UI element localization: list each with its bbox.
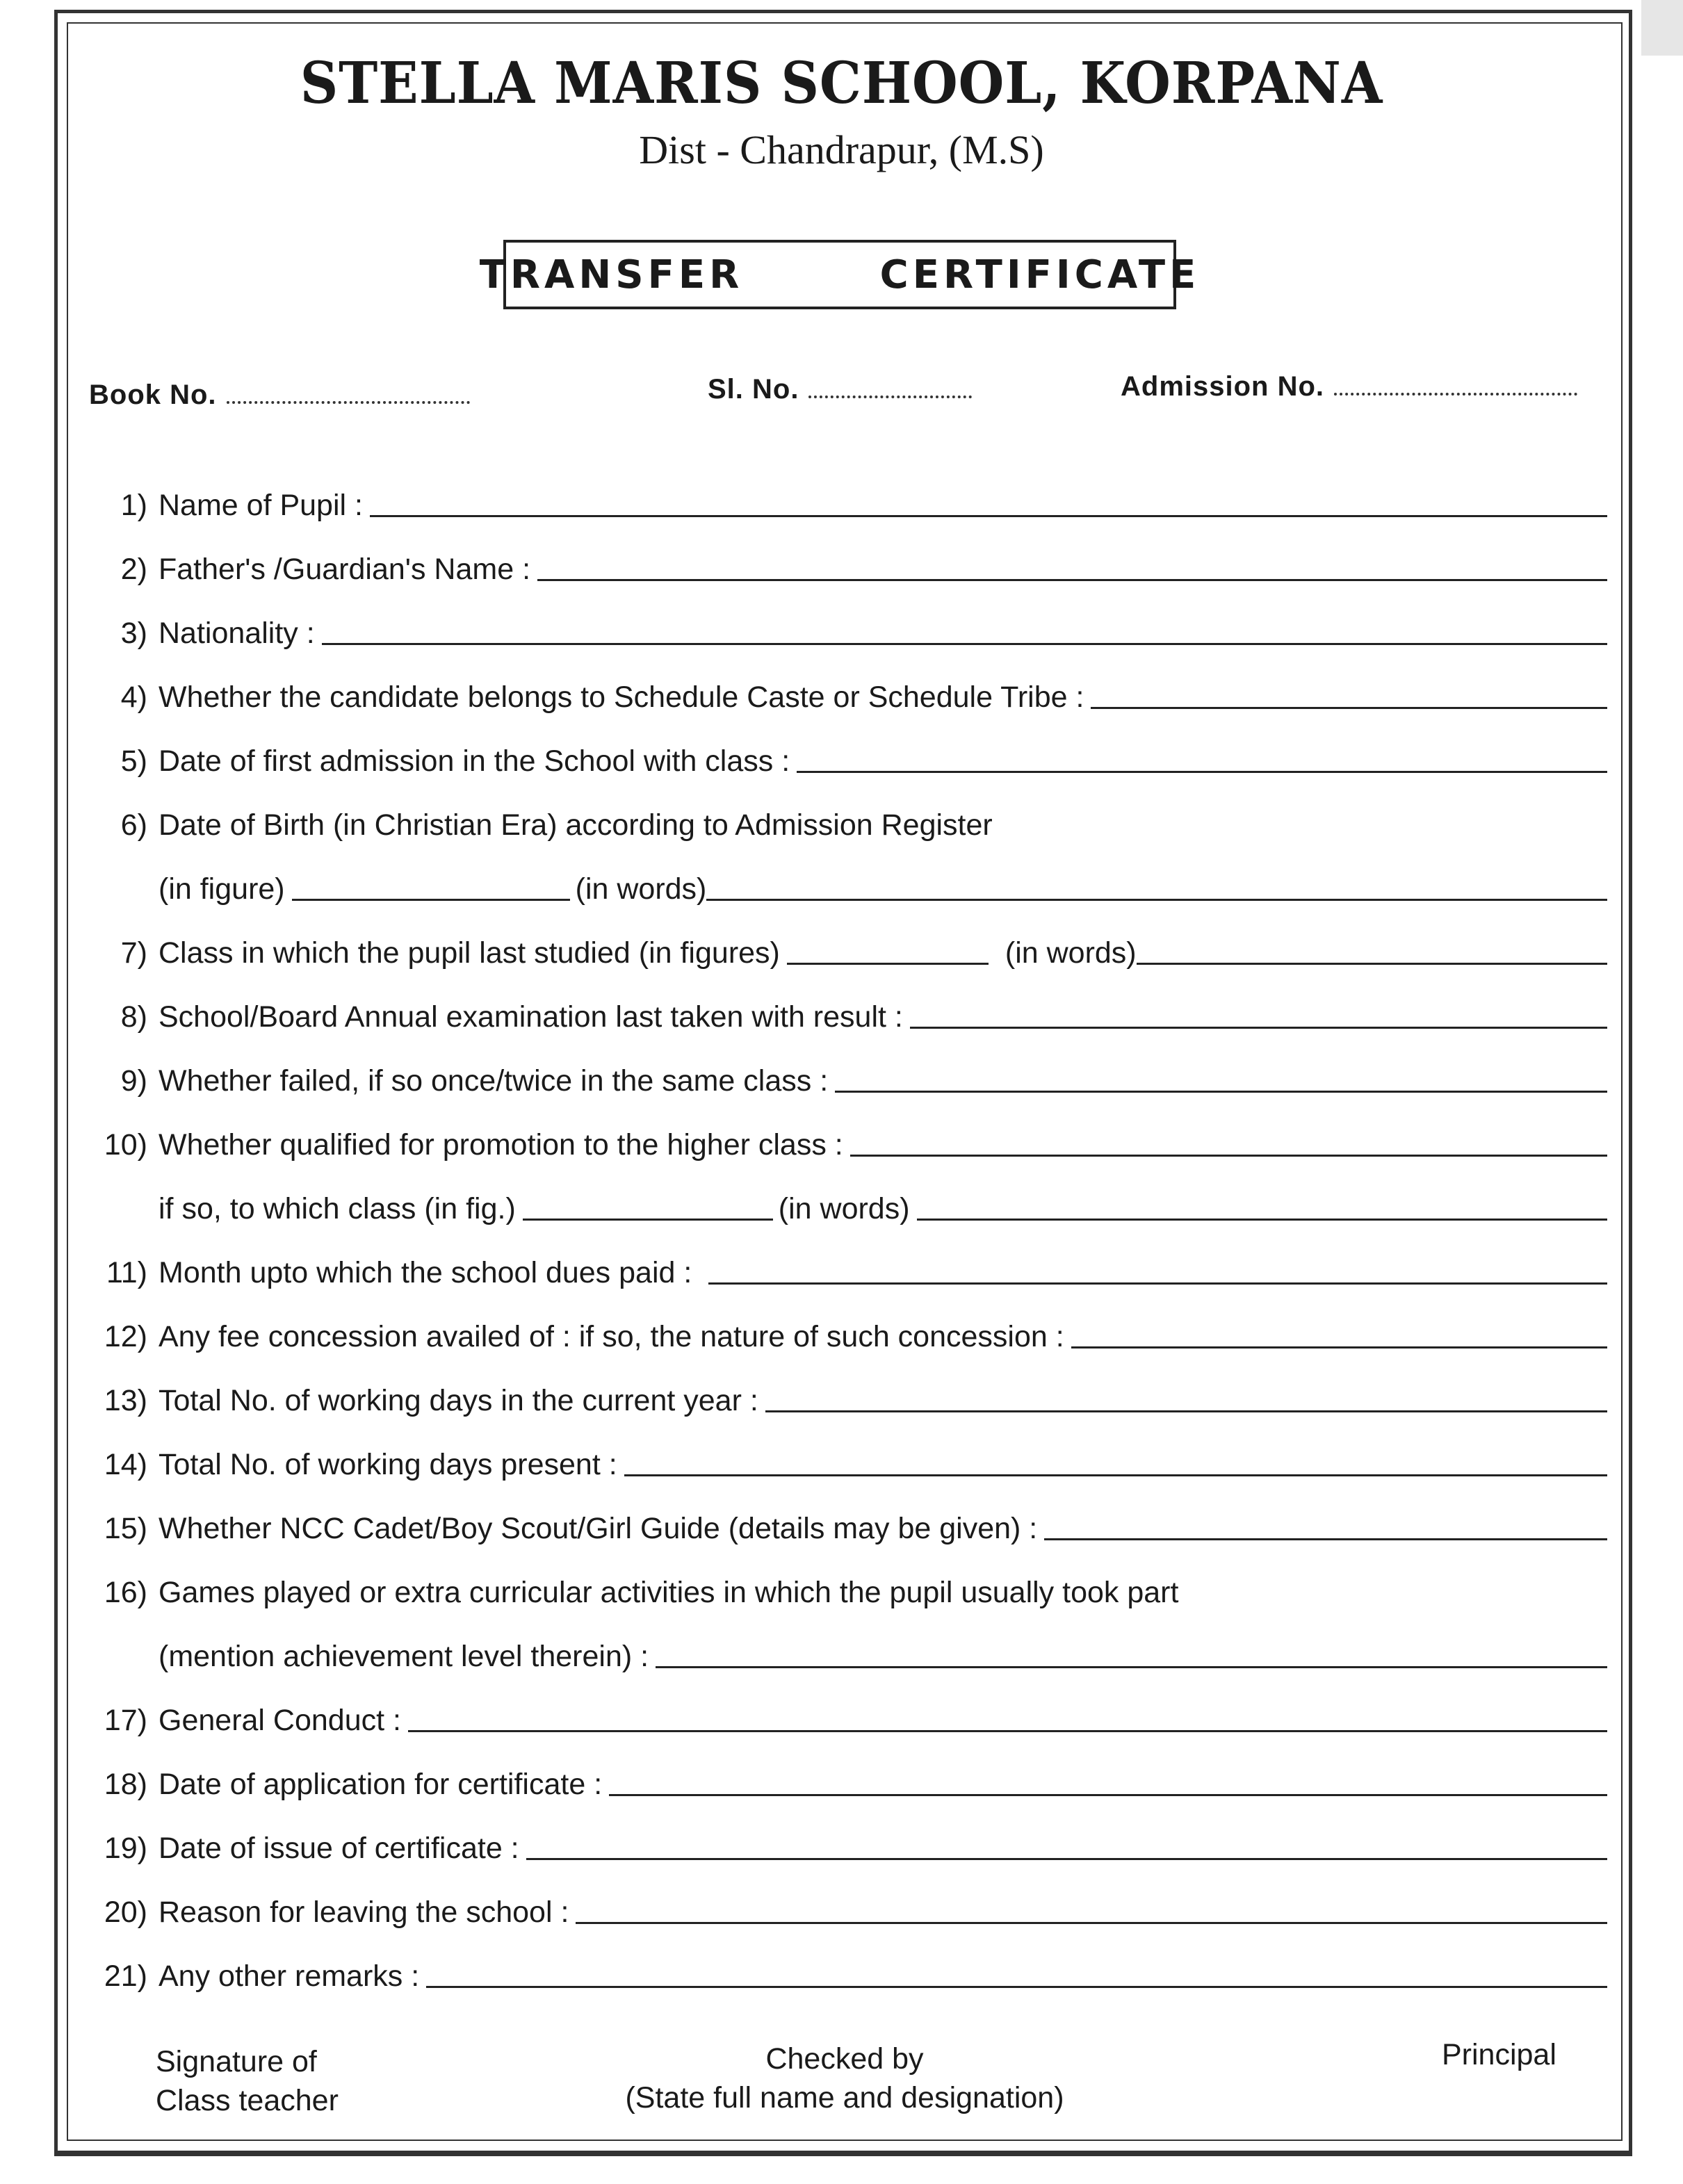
document-title: TRANSFER CERTIFICATE: [479, 252, 1201, 298]
in-words-label: (in words): [778, 1192, 910, 1225]
other-remarks-blank[interactable]: [426, 1986, 1607, 1988]
sl-no-field[interactable]: [708, 374, 972, 405]
item-number: 13): [104, 1384, 147, 1417]
sl-no-label: Sl. No.: [708, 374, 799, 405]
item-general-conduct: [92, 1674, 1607, 1738]
item-label: Date of application for certificate :: [158, 1768, 603, 1801]
last-class-figures-blank[interactable]: [787, 963, 989, 965]
item-number: 19): [104, 1832, 147, 1865]
principal-label: Principal: [1442, 2038, 1556, 2071]
item-number: 12): [104, 1320, 147, 1353]
days-present-blank[interactable]: [624, 1474, 1607, 1476]
item-days-present: [92, 1418, 1607, 1482]
item-application-date: [92, 1738, 1607, 1802]
item-label: Whether failed, if so once/twice in the same class :: [158, 1064, 829, 1098]
item-number: 11): [106, 1256, 147, 1289]
item-promotion-class: [92, 1162, 1607, 1226]
checked-by-instruction: (State full name and designation): [625, 2081, 1064, 2114]
scan-shadow: [1641, 0, 1683, 56]
item-label: Date of first admission in the School with class :: [158, 744, 790, 778]
item-label: Any other remarks :: [158, 1959, 420, 1993]
achievement-level-blank[interactable]: [656, 1666, 1607, 1668]
item-label: General Conduct :: [158, 1704, 401, 1737]
dob-figure-blank[interactable]: [292, 899, 570, 901]
admission-no-blank[interactable]: [1334, 393, 1577, 396]
item-number: 18): [104, 1768, 147, 1801]
item-caste-tribe: [92, 651, 1607, 715]
item-label: Total No. of working days in the current year :: [158, 1384, 758, 1417]
in-words-label: (in words): [575, 872, 707, 906]
item-fee-concession: [92, 1290, 1607, 1354]
item-label: Month upto which the school dues paid :: [158, 1256, 692, 1289]
item-label: School/Board Annual examination last taken with result :: [158, 1000, 903, 1034]
item-number: 14): [104, 1448, 147, 1481]
item-issue-date: [92, 1802, 1607, 1866]
item-label: Whether qualified for promotion to the higher class :: [158, 1128, 843, 1162]
school-name: STELLA MARIS SCHOOL, KORPANA: [300, 50, 1383, 117]
last-exam-blank[interactable]: [910, 1027, 1607, 1029]
item-ncc-scout-guide: [92, 1482, 1607, 1546]
item-last-class: [92, 906, 1607, 970]
book-no-blank[interactable]: [227, 401, 470, 404]
item-dues-paid: [92, 1226, 1607, 1290]
item-number: 2): [120, 553, 147, 586]
item-number: 6): [120, 808, 147, 842]
item-number: 4): [120, 681, 147, 714]
guardian-name-blank[interactable]: [537, 579, 1607, 581]
promotion-class-figure-blank[interactable]: [523, 1219, 773, 1221]
item-label: Whether NCC Cadet/Boy Scout/Girl Guide (details may be given) :: [158, 1512, 1038, 1545]
item-working-days: [92, 1354, 1607, 1418]
item-number: 8): [120, 1000, 147, 1034]
working-days-blank[interactable]: [765, 1410, 1607, 1412]
item-label: Class in which the pupil last studied (in figures): [158, 936, 780, 970]
item-number: 20): [104, 1896, 147, 1929]
school-address: Dist - Chandrapur, (M.S): [639, 127, 1044, 172]
promotion-class-label: if so, to which class (in fig.): [158, 1192, 516, 1225]
item-extra-curricular: [92, 1546, 1607, 1610]
in-words-label: (in words): [1005, 936, 1137, 970]
item-achievement-level: [92, 1610, 1607, 1674]
item-label: Total No. of working days present :: [158, 1448, 617, 1481]
last-class-words-blank[interactable]: [1137, 963, 1607, 965]
item-guardian-name: [92, 523, 1607, 587]
checked-by-signature: [612, 2039, 1078, 2117]
application-date-blank[interactable]: [609, 1794, 1607, 1796]
certificate-items: [92, 459, 1607, 1994]
fee-concession-blank[interactable]: [1071, 1346, 1607, 1348]
item-number: 3): [120, 617, 147, 650]
signature-role: Class teacher: [156, 2084, 339, 2117]
admission-no-label: Admission No.: [1121, 371, 1325, 402]
sl-no-blank[interactable]: [808, 396, 972, 398]
item-label: Name of Pupil :: [158, 489, 363, 522]
item-first-admission: [92, 715, 1607, 779]
item-label: Any fee concession availed of : if so, the nature of such concession :: [158, 1320, 1064, 1353]
item-failed: [92, 1034, 1607, 1098]
item-number: 21): [104, 1959, 147, 1993]
item-last-exam: [92, 970, 1607, 1034]
item-name-of-pupil: [92, 459, 1607, 523]
ncc-scout-guide-blank[interactable]: [1044, 1538, 1607, 1540]
in-figure-label: (in figure): [158, 872, 285, 906]
failed-blank[interactable]: [835, 1091, 1607, 1093]
item-number: 15): [104, 1512, 147, 1545]
item-other-remarks: [92, 1930, 1607, 1994]
dues-paid-blank[interactable]: [708, 1282, 1607, 1285]
item-promotion: [92, 1098, 1607, 1162]
item-reason-leaving: [92, 1866, 1607, 1930]
item-number: 1): [120, 489, 147, 522]
item-label: Whether the candidate belongs to Schedule Caste or Schedule Tribe :: [158, 681, 1084, 714]
issue-date-blank[interactable]: [526, 1858, 1607, 1860]
book-no-field[interactable]: [89, 380, 470, 411]
reason-leaving-blank[interactable]: [576, 1922, 1607, 1924]
signature-label: Signature of: [156, 2045, 317, 2078]
general-conduct-blank[interactable]: [408, 1730, 1607, 1732]
item-number: 10): [104, 1128, 147, 1162]
first-admission-blank[interactable]: [797, 771, 1607, 773]
principal-signature: [1442, 2035, 1556, 2074]
item-number: 17): [104, 1704, 147, 1737]
item-label: Nationality :: [158, 617, 315, 650]
checked-by-label: Checked by: [765, 2042, 924, 2076]
item-number: 7): [120, 936, 147, 970]
item-label: Date of Birth (in Christian Era) according to Admission Register: [158, 808, 993, 842]
name-of-pupil-blank[interactable]: [370, 515, 1607, 517]
caste-tribe-blank[interactable]: [1091, 707, 1607, 709]
admission-no-field[interactable]: [1121, 371, 1577, 402]
item-nationality: [92, 587, 1607, 651]
achievement-level-label: (mention achievement level therein) :: [158, 1640, 649, 1673]
document-title-box: [479, 240, 1201, 309]
item-label: Reason for leaving the school :: [158, 1896, 569, 1929]
promotion-blank[interactable]: [850, 1155, 1607, 1157]
item-number: 9): [120, 1064, 147, 1098]
item-number: 16): [104, 1576, 147, 1609]
nationality-blank[interactable]: [322, 643, 1607, 645]
book-no-label: Book No.: [89, 380, 217, 410]
item-number: 5): [120, 744, 147, 778]
item-date-of-birth-values: [92, 842, 1607, 906]
dob-words-blank[interactable]: [706, 899, 1607, 901]
item-label: Games played or extra curricular activities in which the pupil usually took part: [158, 1576, 1179, 1609]
item-date-of-birth: [92, 779, 1607, 842]
item-label: Father's /Guardian's Name :: [158, 553, 531, 586]
promotion-class-words-blank[interactable]: [917, 1219, 1607, 1221]
item-label: Date of issue of certificate :: [158, 1832, 519, 1865]
class-teacher-signature: [156, 2042, 339, 2120]
